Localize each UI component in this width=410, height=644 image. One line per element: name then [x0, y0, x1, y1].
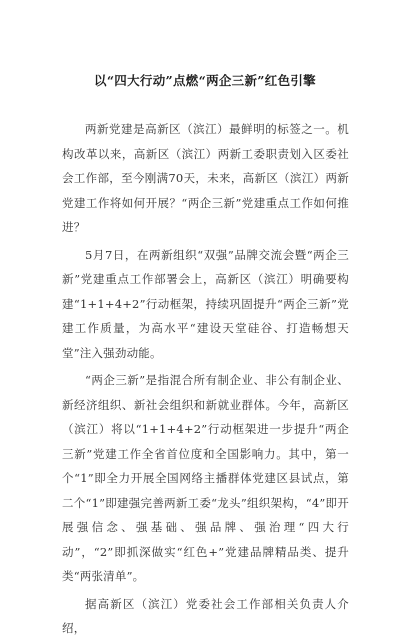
document-title: 以“四大行动”点燃“两企三新”红色引擎	[94, 73, 316, 88]
body-paragraph-3: “两企三新”是指混合所有制企业、非公有制企业、新经济组织、新社会组织和新就业群体。今年，高新区（滨江）将以“1+1+4+2”行动框架进一步提升“两企三新”党建工作全省首位度和全国影响力。其中，第一个“1”即全力开展全国网络主播群体党建区县试点，第二个“1”即建强完善两新工委“龙头”组织架构，“4”即开展强信念、强基础、强品牌、强治理“四大行动”，“2”即抓深做实“红色+”党建品牌精品类、提升类“两张清单”。	[62, 373, 349, 583]
body-paragraph-2: 5月7日，在两新组织“双强”品牌交流会暨“两企三新”党建重点工作部署会上，高新区（滨江）明确要构建“1+1+4+2”行动框架，持续巩固提升“两企三新”党建工作质量，为高水平“建设天堂硅谷、打造畅想天堂”注入强劲动能。	[62, 247, 349, 360]
body-paragraph-1: 两新党建是高新区（滨江）最鲜明的标签之一。机构改革以来，高新区（滨江）两新工委职责划入区委社会工作部，至今刚满70天，未来，高新区（滨江）两新党建工作将如何开展？“两企三新”党建重点工作如何推进？	[62, 122, 349, 234]
body-paragraph-4: 据高新区（滨江）党委社会工作部相关负责人介绍，	[62, 596, 349, 635]
document-body	[62, 117, 349, 644]
